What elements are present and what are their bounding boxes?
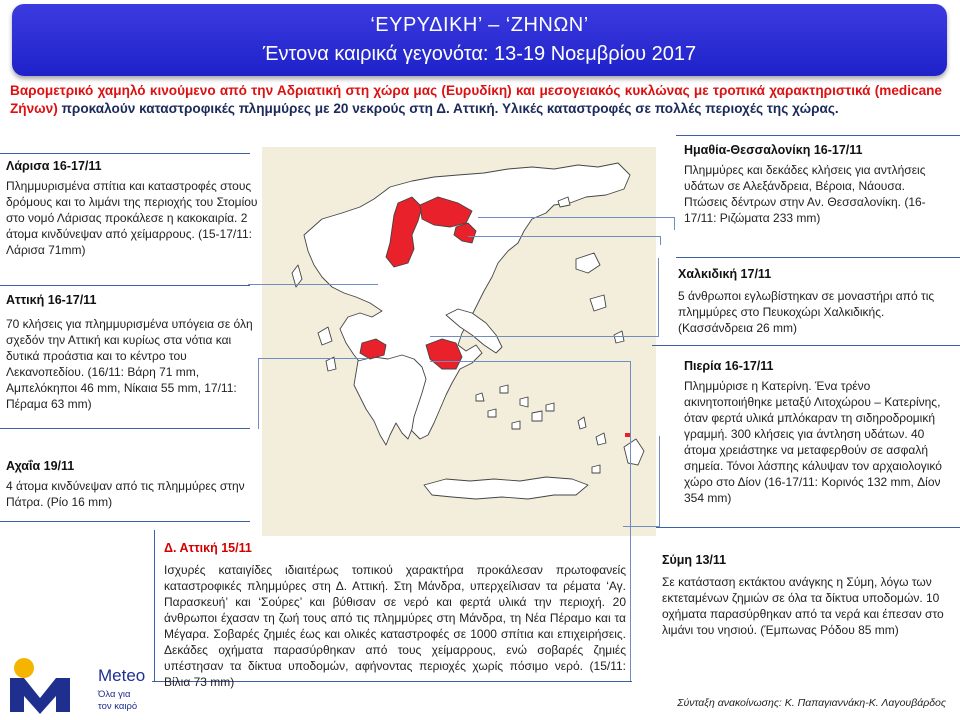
event-imathia-title: Ημαθία-Θεσσαλονίκη 16-17/11 [684, 143, 863, 157]
rule-vertical-mid [154, 530, 155, 682]
meteo-logo[interactable] [6, 656, 146, 716]
event-imathia-text: Πλημμύρες και δεκάδες κλήσεις για αντλήσεις υδάτων σε Αλεξάνδρεια, Βέροια, Νάουσα. Πτώσεις δέντρων στην Αν. Θεσσαλονίκη. (16-17/11: Ριζώματα 233 mm) [684, 163, 926, 225]
banner-subtitle: Έντονα καιρικά γεγονότα: 13-19 Νοεμβρίου 2017 [262, 43, 697, 65]
event-larisa-text: Πλημμυρισμένα σπίτια και καταστροφές στους δρόμους και το λιμάνι της περιοχής του Στομίου στο νομό Λάρισας προκάλεσε η κακοκαιρία. 2 άτομα κινδύνεψαν από χείμαρρους. (15-17/11: Λάρισα 71mm) [6, 179, 258, 257]
rule-left-2 [0, 285, 250, 286]
event-pieria-text: Πλημμύρισε η Κατερίνη. Ένα τρένο ακινητοποιήθηκε μεταξύ Λιτοχώρου – Κατερίνης, όταν φερτά υλικά μπλόκαραν τη σιδηροδρομική γραμμή. 300 κλήσεις για άντληση υδάτων. 40 άτομα χρειάστηκε να μεταφερθούν σε ασφαλή σημεία. Τόνοι λάσπης κάλυψαν τον αρχαιολογικό χώρο στο Δίον (16-17/11: Κορινός 132 mm, Δίον 354 mm) [684, 379, 942, 505]
meteo-logo-icon [6, 656, 92, 716]
event-symi-title: Σύμη 13/11 [662, 553, 727, 567]
footer-credits: Σύνταξη ανακοίνωσης: Κ. Παπαγιαννάκη-Κ. Λαγουβάρδος [677, 697, 946, 709]
connector-pieria [430, 258, 659, 337]
event-attiki-title: Αττική 16-17/11 [6, 293, 97, 307]
intro-highlight: Βαρομετρικό χαμηλό κινούμενο από την Αδριατική στη χώρα μας (Ευρυδίκη) και μεσογειακός κυκλώνας με τροπικά χαρακτηριστικά (medicane Ζήνων) [10, 83, 942, 116]
event-achaia [6, 458, 256, 510]
rule-right-2 [676, 257, 960, 258]
connector-attiki [258, 358, 369, 429]
intro-rest: προκαλούν καταστροφικές πλημμύρες με 20 νεκρούς στη Δ. Αττική. Υλικές καταστροφές σε πολλές περιοχές της χώρας. [57, 101, 839, 116]
event-d-attiki-title: Δ. Αττική 15/11 [164, 541, 252, 555]
rule-left-4 [0, 521, 250, 522]
rule-right-1 [676, 135, 960, 136]
rule-right-4 [656, 527, 960, 528]
intro-paragraph [10, 82, 942, 118]
event-achaia-title: Αχαΐα 19/11 [6, 459, 75, 473]
event-symi-text: Σε κατάσταση εκτάκτου ανάγκης η Σύμη, λόγω των εκτεταμένων ζημιών σε όλα τα δίκτυα υποδομών. 10 οχήματα παρασύρθηκαν από τα νερά και έπεσαν στο λιμάνι του νησιού. (Έμπωνας Ρόδου 85 mm) [662, 575, 944, 637]
title-banner [12, 4, 947, 76]
event-attiki-text: 70 κλήσεις για πλημμυρισμένα υπόγεια σε όλη σχεδόν την Αττική και κυρίως στα νότια και δυτικά προάστια και το κέντρο του Λεκανοπεδίου. (16/11: Βάρη 71 mm, Αμπελόκηποι 46 mm, Νίκαια 55 mm, 17/11: Πέραμα 63 mm) [6, 317, 253, 411]
event-achaia-text: 4 άτομα κινδύνεψαν από τις πλημμύρες στην Πάτρα. (Ρίο 16 mm) [6, 479, 245, 509]
event-attiki [6, 292, 266, 412]
event-pieria [684, 358, 952, 506]
rule-left-3 [0, 428, 250, 429]
event-larisa-title: Λάρισα 16-17/11 [6, 159, 102, 173]
connector-symi [623, 436, 660, 527]
event-chalkidiki-text: 5 άνθρωποι εγλωβίστηκαν σε μοναστήρι από τις πλημμύρες στο Πευκοχώρι Χαλκιδικής. (Κασσάνδρεια 26 mm) [678, 289, 935, 335]
event-pieria-title: Πιερία 16-17/11 [684, 359, 774, 373]
event-larisa [6, 158, 268, 258]
event-symi [662, 552, 954, 638]
event-d-attiki-text: Ισχυρές καταιγίδες ιδιαιτέρως τοπικού χαρακτήρα προκάλεσαν πρωτοφανείς καταστροφικές πλημμύρες στη Δ. Αττική. Στη Μάνδρα, υπερχείλισαν τα ρέματα ‘Αγ. Παρασκευή’ και ‘Σούρες’ και βύθισαν σε νερό και φερτά υλικά την περιοχή. 20 άνθρωποι έχασαν τη ζωή τους από τις πλημμύρες στη Μάνδρα, τη Νέα Πέραμο και τα Μέγαρα. Σοβαρές ζημιές έως και ολικές καταστροφές σε 1000 σπίτια και επιχειρήσεις. Δεκάδες οχήματα παρασύρθηκαν από τους χείμαρρους, ενώ σοβαρές ζημιές υπέστησαν τα δίκτυα υποδομών, αφήνοντας περιοχές χωρίς πόσιμο νερό. (15/11: Βίλια 73 mm) [164, 563, 626, 689]
event-imathia [684, 142, 952, 226]
logo-name: Meteo [98, 666, 146, 685]
rule-left-1 [0, 153, 250, 154]
connector-chalkidiki [468, 236, 661, 245]
event-d-attiki [164, 540, 626, 690]
event-chalkidiki [678, 266, 952, 336]
event-chalkidiki-title: Χαλκιδική 17/11 [678, 267, 772, 281]
logo-tagline-1: Όλα για [98, 689, 131, 700]
logo-tagline-2: τον καιρό [98, 701, 138, 712]
rule-right-3 [652, 345, 960, 346]
connector-imathia [478, 217, 675, 230]
banner-title: ‘ΕΥΡΥΔΙΚΗ’ – ‘ΖΗΝΩΝ’ [370, 14, 589, 36]
